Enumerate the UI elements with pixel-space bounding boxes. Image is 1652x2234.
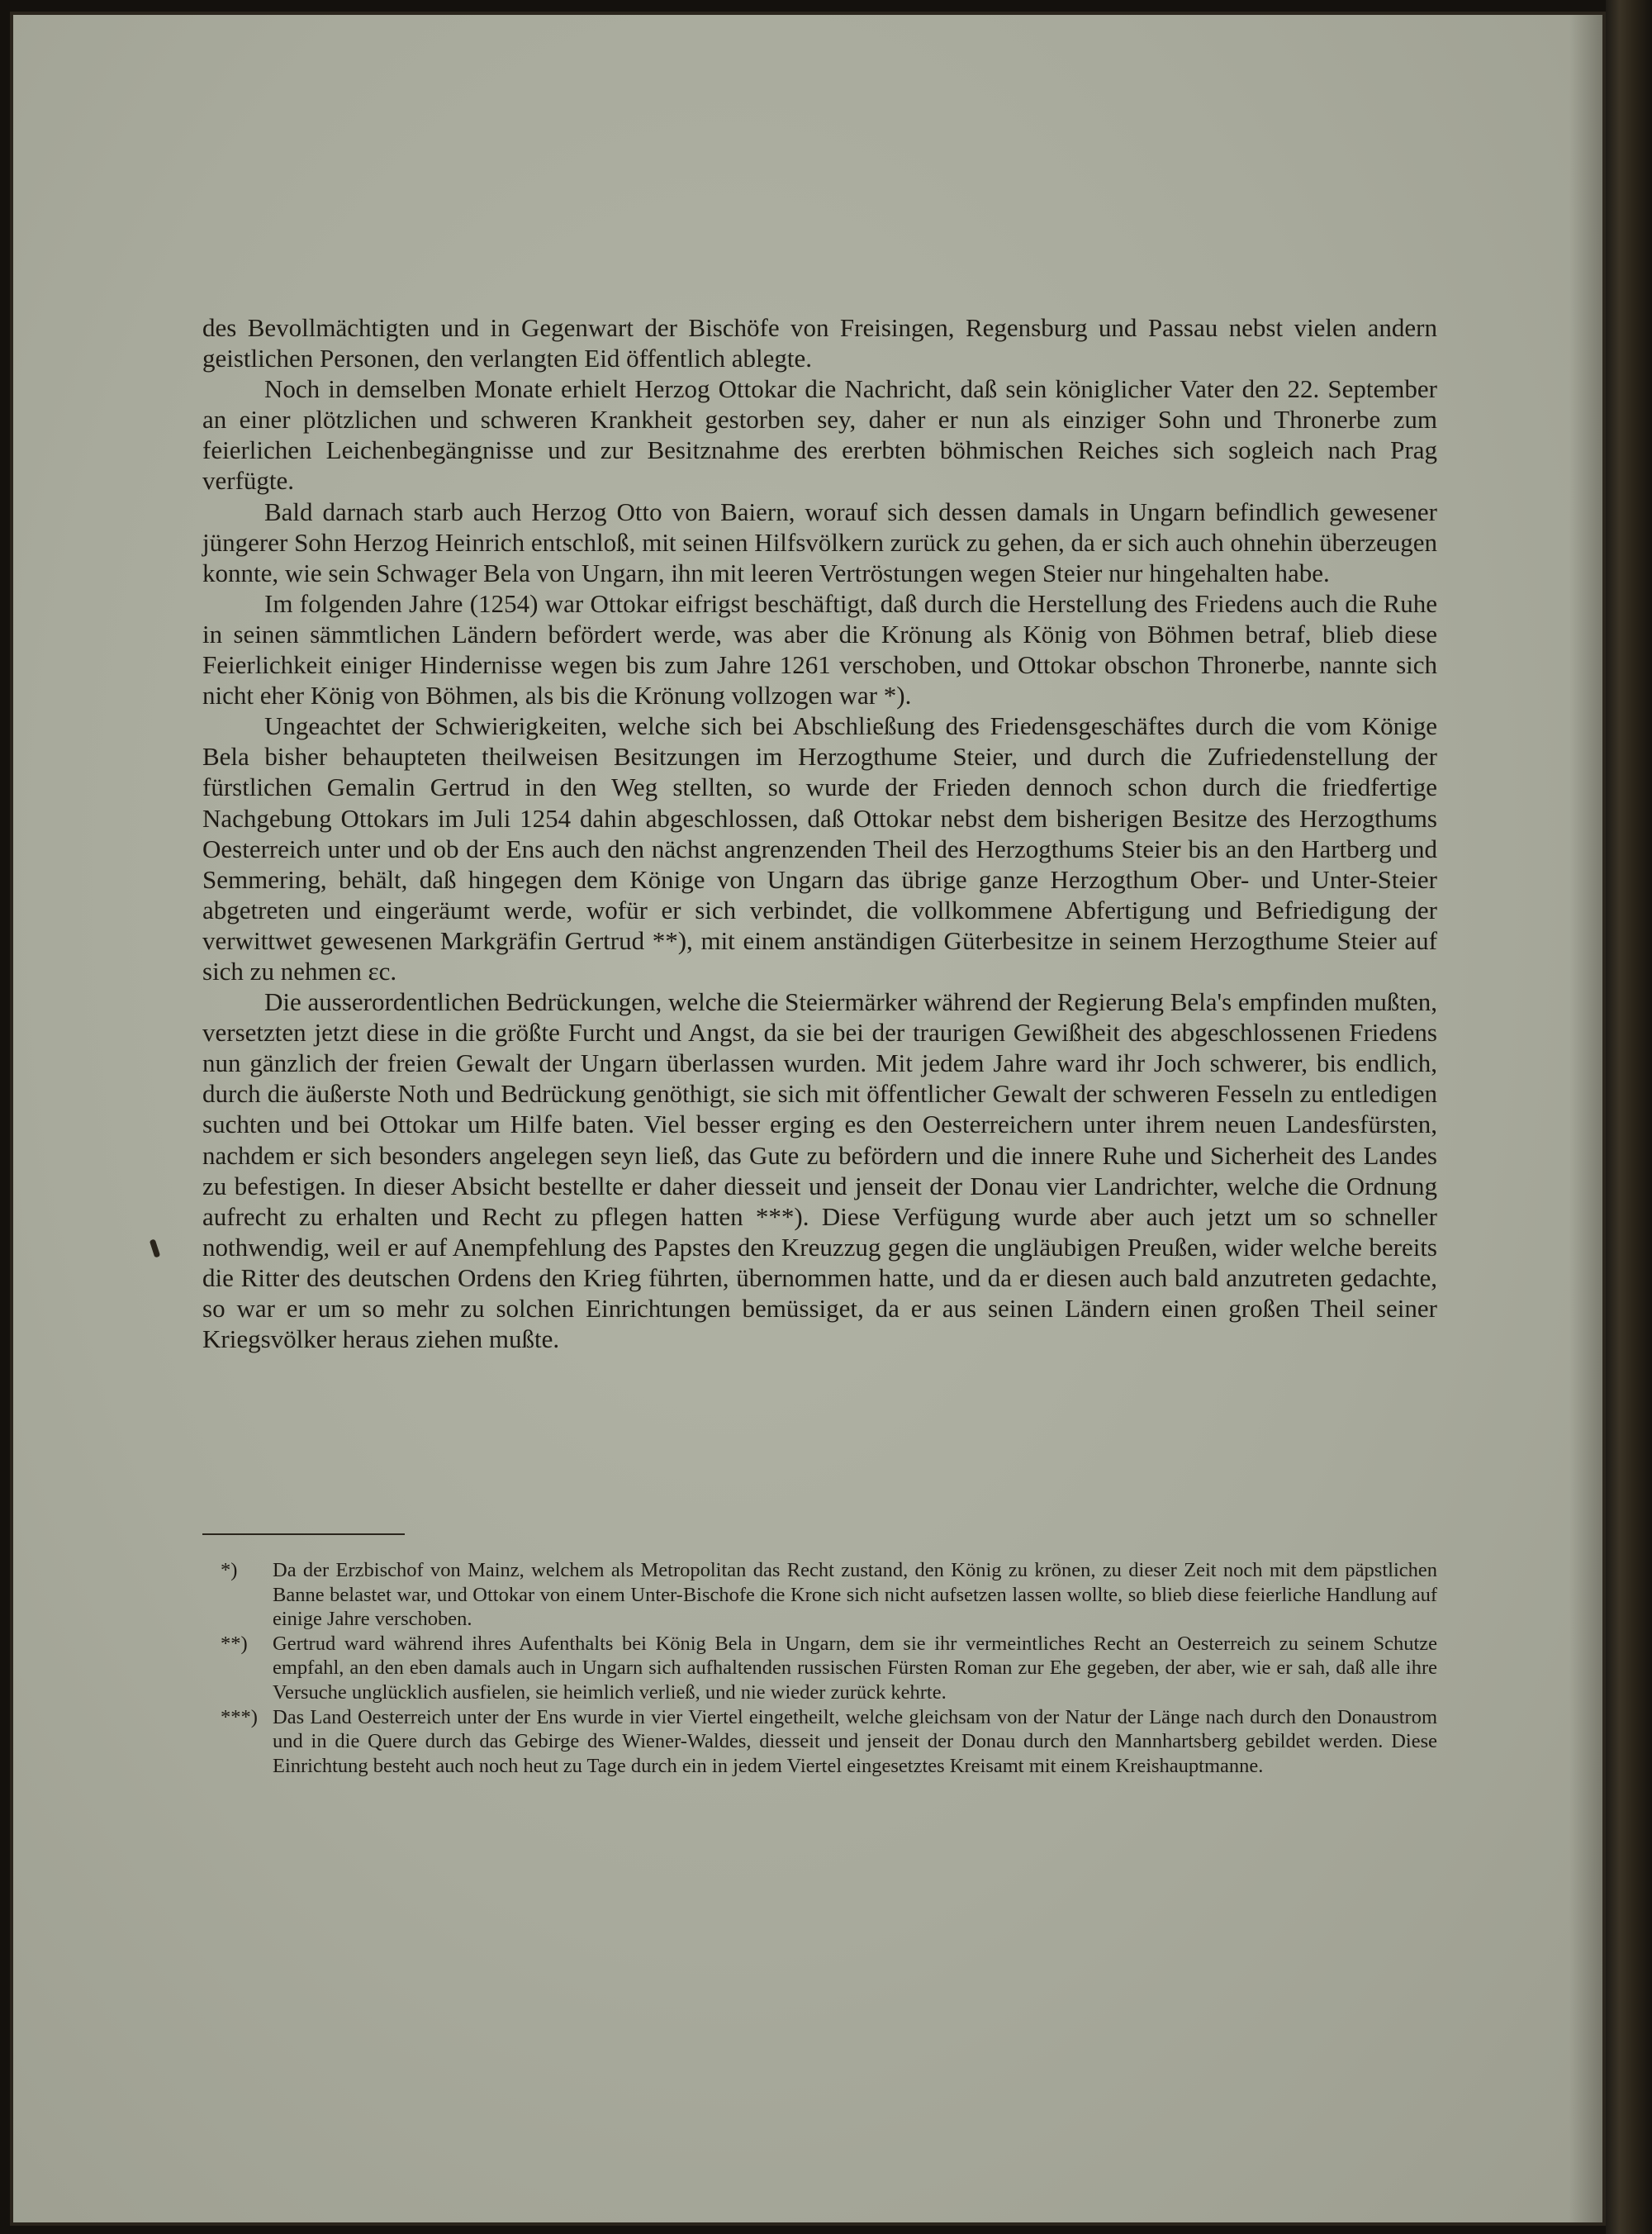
footnote-2 xyxy=(221,1632,1437,1705)
page-gutter-shadow xyxy=(1569,12,1606,2226)
footnotes xyxy=(221,1558,1437,1778)
paragraph-4: Im folgenden Jahre (1254) war Ottokar eifrigst beschäftigt, daß durch die Herstellung des Friedens auch die Ruhe in seinen sämmtlichen Ländern befördert werde, was aber die Krönung als König von Böhmen betraf, blieb diese Feierlichkeit einiger Hindernisse wegen bis zum Jahre 1261 verschoben, und Ottokar obschon Thronerbe, nannte sich nicht eher König von Böhmen, als bis die Krönung vollzogen war *). xyxy=(202,588,1437,711)
footnote-text: Gertrud ward während ihres Aufenthalts bei König Bela in Ungarn, dem sie ihr vermeintliches Recht an Oesterreich zu seinem Schutze empfahl, an den eben damals auch in Ungarn sich aufhaltenden russischen Fürsten Roman zur Ehe gegeben, der aber, wie er sah, daß alle ihre Versuche unglücklich ausfielen, sie heimlich verließ, und nie wieder zurück kehrte. xyxy=(273,1632,1437,1704)
book-spine xyxy=(1606,0,1652,2234)
footnote-mark: **) xyxy=(221,1632,248,1655)
paragraph-3: Bald darnach starb auch Herzog Otto von Baiern, worauf sich dessen damals in Ungarn befindlich gewesener jüngerer Sohn Herzog Heinrich entschloß, mit seinen Hilfsvölkern zurück zu gehen, da er sich auch ohnehin überzeugen konnte, wie sein Schwager Bela von Ungarn, ihn mit leeren Vertröstungen wegen Steier nur hingehalten habe. xyxy=(202,497,1437,587)
paragraph-1: des Bevollmächtigten und in Gegenwart der Bischöfe von Freisingen, Regensburg und Passau nebst vielen andern geistlichen Personen, den verlangten Eid öffentlich ablegte. xyxy=(202,313,1437,373)
footnote-mark: ***) xyxy=(221,1705,258,1728)
footnote-1 xyxy=(221,1558,1437,1632)
paragraph-2: Noch in demselben Monate erhielt Herzog Ottokar die Nachricht, daß sein königlicher Vater den 22. September an einer plötzlichen und schweren Krankheit gestorben sey, daher er nun als einziger Sohn und Thronerbe zum feierlichen Leichenbegängnisse und zur Besitznahme des ererbten böhmischen Reiches sich sogleich nach Prag verfügte. xyxy=(202,374,1437,496)
footnote-3 xyxy=(221,1705,1437,1779)
main-text xyxy=(202,312,1437,1354)
footnote-text: Da der Erzbischof von Mainz, welchem als Metropolitan das Recht zustand, den König zu krönen, zu dieser Zeit noch mit dem päpstlichen Banne belastet war, und Ottokar von einem Unter-Bischofe die Krone sich nicht aufsetzen lassen wollte, so blieb diese feierliche Handlung auf einige Jahre verschoben. xyxy=(273,1559,1437,1631)
paragraph-6: Die ausserordentlichen Bedrückungen, welche die Steiermärker während der Regierung Bela's empfinden mußten, versetzten jetzt diese in die größte Furcht und Angst, da sie bei der traurigen Gewißheit des abgeschlossenen Friedens nun gänzlich der freien Gewalt der Ungarn überlassen wurden. Mit jedem Jahre ward ihr Joch schwerer, bis endlich, durch die äußerste Noth und Bedrückung genöthigt, sie sich mit öffentlicher Gewalt der schweren Fesseln zu entledigen suchten und bei Ottokar um Hilfe baten. Viel besser erging es den Oesterreichern unter ihrem neuen Landesfürsten, nachdem er sich besonders angelegen seyn ließ, das Gute zu befördern und die innere Ruhe und Sicherheit des Landes zu befestigen. In dieser Absicht bestellte er daher diesseit und jenseit der Donau vier Landrichter, welche die Ordnung aufrecht zu erhalten und Recht zu pflegen hatten ***). Diese Verfügung wurde aber auch jetzt um so schneller nothwendig, weil er auf Anempfehlung des Papstes den Kreuzzug gegen die ungläubigen Preußen, wider welche bereits die Ritter des deutschen Ordens den Krieg führten, übernommen hatte, und da er diesen auch bald anzutreten gedachte, so war er um so mehr zu solchen Einrichtungen bemüssiget, da er aus seinen Ländern einen großen Theil seiner Kriegsvölker heraus ziehen mußte. xyxy=(202,987,1437,1354)
footnote-divider xyxy=(202,1533,405,1535)
footnote-mark: *) xyxy=(221,1559,238,1581)
paragraph-5: Ungeachtet der Schwierigkeiten, welche sich bei Abschließung des Friedensgeschäftes durch die vom Könige Bela bisher behaupteten theilweisen Besitzungen im Herzogthume Steier, und durch die Zufriedenstellung der fürstlichen Gemalin Gertrud in den Weg stellten, so wurde der Frieden dennoch schon durch die friedfertige Nachgebung Ottokars im Juli 1254 dahin abgeschlossen, daß Ottokar nebst dem bisherigen Besitze des Herzogthums Oesterreich unter und ob der Ens auch den nächst angrenzenden Theil des Herzogthums Steier bis an den Hartberg und Semmering, behält, daß hingegen dem Könige von Ungarn das übrige ganze Herzogthum Ober- und Unter-Steier abgetreten und eingeräumt werde, wofür er sich verbindet, die vollkommene Abfertigung und Befriedigung der verwittwet gewesenen Markgräfin Gertrud **), mit einem anständigen Güterbesitze in seinem Herzogthume Steier auf sich zu nehmen ɛc. xyxy=(202,711,1437,986)
footnote-text: Das Land Oesterreich unter der Ens wurde in vier Viertel eingetheilt, welche gleichsam von der Natur der Länge nach durch den Donaustrom und in die Quere durch das Gebirge des Wiener-Waldes, diesseit und jenseit der Donau durch den Mannhartsberg gebildet werden. Diese Einrichtung besteht auch noch heut zu Tage durch ein in jedem Viertel eingesetztes Kreisamt mit einem Kreishauptmanne. xyxy=(273,1705,1437,1777)
